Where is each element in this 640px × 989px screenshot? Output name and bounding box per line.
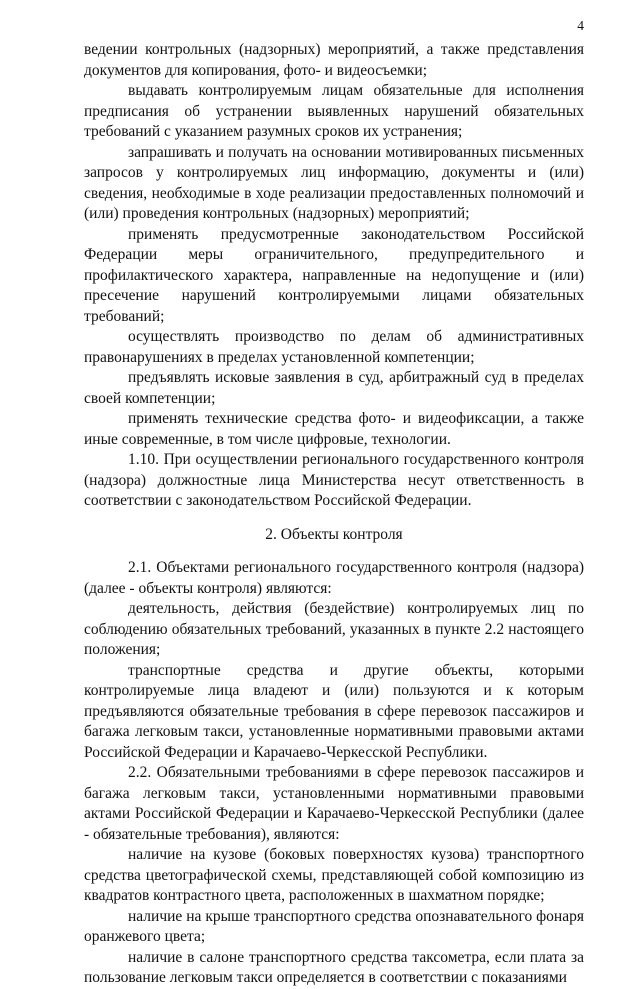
paragraph: деятельность, действия (бездействие) контролируемых лиц по соблюдению обязательных требований, указанных в пункте 2.2 настоящего положения; (84, 600, 584, 658)
document-body (84, 40, 584, 989)
paragraph: применять предусмотренные законодательством Российской Федерации меры ограничительного, предупредительного и профилактического характера, направленные на недопущение и (или) пресечение нарушений контролируемыми лицами обязательных требований; (84, 225, 584, 325)
paragraph: выдавать контролируемым лицам обязательные для исполнения предписания об устранении выявленных нарушений обязательных требований с указанием разумных сроков их устранения; (84, 82, 584, 140)
paragraph: 2.2. Обязательными требованиями в сфере перевозок пассажиров и багажа легковым такси, установленными нормативными правовыми актами Российской Федерации и Карачаево-Черкесской Республики (далее - обязательные требования), являются: (84, 764, 584, 843)
paragraph: транспортные средства и другие объекты, которыми контролируемые лица владеют и (или) пользуются и к которым предъявляются обязательные требования в сфере перевозок пассажиров и багажа легковым такси, установленные нормативными правовыми актами Российской Федерации и Карачаево-Черкесской Республики. (84, 661, 584, 761)
section-heading: 2. Объекты контроля (265, 525, 403, 543)
paragraph: применять технические средства фото- и видеофиксации, а также иные современные, в том числе цифровые, технологии. (84, 410, 584, 448)
page-number: 4 (577, 18, 584, 33)
paragraph: 2.1. Объектами регионального государственного контроля (надзора) (далее - объекты контроля) являются: (84, 559, 584, 597)
paragraph: наличие на кузове (боковых поверхностях кузова) транспортного средства цветографической схемы, представляющей собой композицию из квадратов контрастного цвета, расположенных в шахматном порядке; (84, 846, 584, 904)
paragraph: наличие в салоне транспортного средства таксометра, если плата за пользование легковым такси определяется в соответствии с показаниями (84, 948, 584, 986)
paragraph: предъявлять исковые заявления в суд, арбитражный суд в пределах своей компетенции; (84, 369, 584, 407)
paragraph: наличие на крыше транспортного средства опознавательного фонаря оранжевого цвета; (84, 907, 584, 945)
paragraph: ведении контрольных (надзорных) мероприятий, а также представления документов для копирования, фото- и видеосъемки; (84, 41, 584, 79)
paragraph: осуществлять производство по делам об административных правонарушениях в пределах установленной компетенции; (84, 328, 584, 366)
paragraph: запрашивать и получать на основании мотивированных письменных запросов у контролируемых лиц информацию, документы и (или) сведения, необходимые в ходе реализации предоставленных полномочий и (или) проведения контрольных (надзорных) мероприятий; (84, 143, 584, 222)
paragraph: 1.10. При осуществлении регионального государственного контроля (надзора) должностные лица Министерства несут ответственность в соответствии с законодательством Российской Федерации. (84, 451, 584, 509)
